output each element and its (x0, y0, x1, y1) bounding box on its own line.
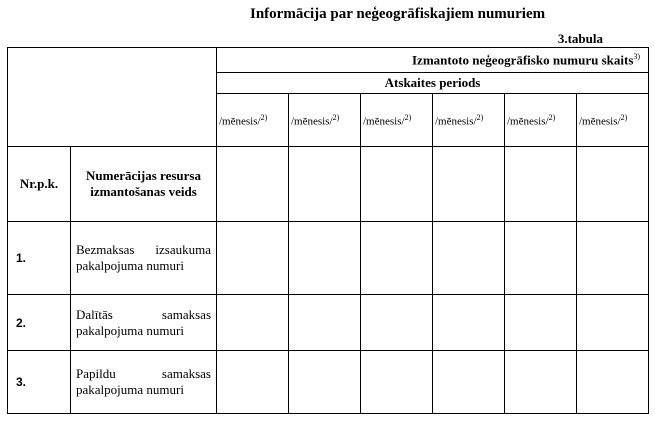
month-footnote-ref: 2) (548, 112, 556, 122)
month-footnote-ref: 2) (332, 112, 340, 122)
header-reporting-period: Atskaites periods (217, 73, 649, 94)
data-cell (505, 351, 577, 414)
data-cell (433, 222, 505, 295)
row-type: Dalītās samaksas pakalpojuma numuri (71, 295, 217, 351)
data-cell (577, 351, 649, 414)
data-cell (217, 147, 289, 222)
data-cell (577, 222, 649, 295)
table-label: 3.tabula (557, 31, 603, 46)
data-cell (289, 351, 361, 414)
empty-corner-cell (8, 48, 217, 147)
data-cell (577, 295, 649, 351)
data-cell (361, 295, 433, 351)
month-footnote-ref: 2) (260, 112, 268, 122)
month-label: /mēnesis/ (363, 115, 405, 128)
month-footnote-ref: 2) (404, 112, 412, 122)
row-number: 3. (8, 351, 71, 414)
data-cell (505, 295, 577, 351)
data-cell (577, 147, 649, 222)
document-title: Informācija par neģeogrāfiskajiem numuriem (250, 6, 546, 22)
month-column-4 (433, 94, 505, 147)
column-header-type: Numerācijas resursa izmantošanas veids (71, 147, 217, 222)
row-type: Papildu samaksas pakalpojuma numuri (71, 351, 217, 414)
month-footnote-ref: 2) (620, 112, 628, 122)
data-cell (217, 351, 289, 414)
data-cell (361, 147, 433, 222)
nongeo-numbers-table (7, 47, 649, 414)
month-label: /mēnesis/ (291, 115, 333, 128)
month-column-1 (217, 94, 289, 147)
row-number: 2. (8, 295, 71, 351)
table-row (8, 295, 649, 351)
column-header-nr: Nr.p.k. (8, 147, 71, 222)
row-type: Bezmaksas izsaukuma pakalpojuma numuri (71, 222, 217, 295)
data-cell (505, 147, 577, 222)
month-label: /mēnesis/ (435, 115, 477, 128)
data-cell (289, 147, 361, 222)
month-column-5 (505, 94, 577, 147)
data-cell (289, 222, 361, 295)
data-cell (433, 147, 505, 222)
data-cell (361, 222, 433, 295)
month-column-2 (289, 94, 361, 147)
data-cell (289, 295, 361, 351)
data-cell (361, 351, 433, 414)
header-footnote-ref: 3) (633, 51, 641, 61)
month-label: /mēnesis/ (507, 115, 549, 128)
month-column-3 (361, 94, 433, 147)
month-footnote-ref: 2) (476, 112, 484, 122)
header-numbers-used (217, 48, 649, 73)
data-cell (217, 222, 289, 295)
data-cell (217, 295, 289, 351)
month-label: /mēnesis/ (579, 115, 621, 128)
row-number: 1. (8, 222, 71, 295)
data-cell (433, 351, 505, 414)
table-row (8, 351, 649, 414)
data-cell (433, 295, 505, 351)
month-label: /mēnesis/ (219, 115, 261, 128)
header-numbers-used-text: Izmantoto neģeogrāfisko numuru skaits (412, 52, 634, 68)
table-row (8, 222, 649, 295)
data-cell (505, 222, 577, 295)
month-column-6 (577, 94, 649, 147)
